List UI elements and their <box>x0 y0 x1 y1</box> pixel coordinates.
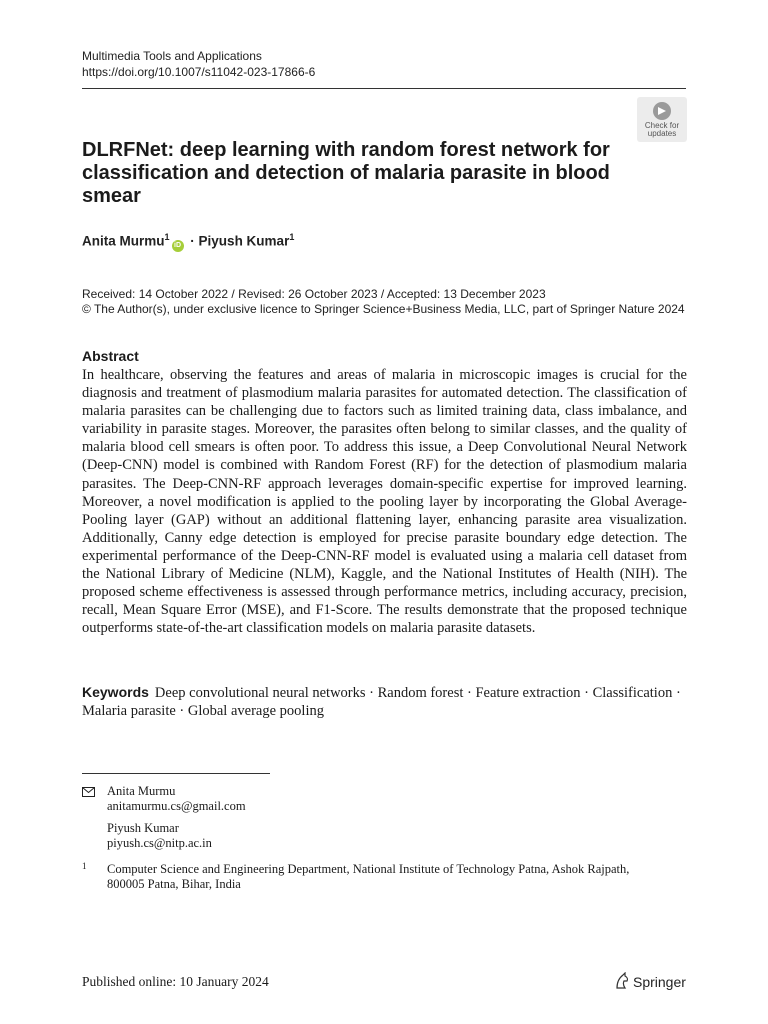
author-2[interactable]: Piyush Kumar <box>198 233 290 249</box>
contact-1 <box>107 784 246 814</box>
journal-name: Multimedia Tools and Applications <box>82 49 262 63</box>
badge-line1: Check for <box>644 121 680 130</box>
check-updates-icon <box>650 101 674 121</box>
springer-horse-icon <box>614 972 630 990</box>
publisher-name: Springer <box>633 974 686 990</box>
paper-title: DLRFNet: deep learning with random forest network for classification and detection of malaria parasite in blood smear <box>82 139 610 207</box>
journal-header <box>82 48 315 80</box>
keywords-text: Deep convolutional neural networks · Random forest · Feature extraction · Classification · Malaria parasite · Global average pooling <box>82 685 681 720</box>
badge-line2: updates <box>647 129 677 138</box>
keywords-label: Keywords <box>82 684 149 700</box>
article-history <box>82 287 685 317</box>
contact-1-email[interactable]: anitamurmu.cs@gmail.com <box>107 799 246 813</box>
doi-link[interactable]: https://doi.org/10.1007/s11042-023-17866-6 <box>82 65 316 79</box>
published-date: Published online: 10 January 2024 <box>82 974 269 989</box>
copyright-line: © The Author(s), under exclusive licence to Springer Science+Business Media, LLC, part of Springer Nature 2024 <box>82 302 685 316</box>
author-1-affiliation: 1 <box>164 232 170 242</box>
footnote-divider <box>82 773 270 774</box>
contact-2-email[interactable]: piyush.cs@nitp.ac.in <box>107 836 212 850</box>
history-dates: Received: 14 October 2022 / Revised: 26 October 2023 / Accepted: 13 December 2023 <box>82 287 546 301</box>
author-2-affiliation: 1 <box>289 232 295 242</box>
author-1[interactable]: Anita Murmu <box>82 233 165 249</box>
envelope-icon <box>82 787 95 797</box>
affiliation-text: Computer Science and Engineering Department, National Institute of Technology Patna, Ashok Rajpath, 800005 Patna, Bihar, India <box>107 862 630 891</box>
author-separator: · <box>190 233 195 249</box>
affiliation-number: 1 <box>82 861 87 871</box>
contact-1-name: Anita Murmu <box>107 784 176 798</box>
check-for-updates-badge[interactable] <box>637 97 687 142</box>
contact-2-name: Piyush Kumar <box>107 821 179 835</box>
orcid-icon[interactable]: iD <box>172 240 184 252</box>
springer-logo <box>614 972 686 990</box>
contact-2 <box>107 821 212 851</box>
header-divider <box>82 88 686 89</box>
abstract-heading: Abstract <box>82 348 139 364</box>
author-list <box>82 232 294 252</box>
keywords-section <box>82 683 687 720</box>
abstract-text: In healthcare, observing the features and areas of malaria in microscopic images is crucial for the diagnosis and treatment of plasmodium malaria parasites for automated detection. The classification of malaria parasites can be challenging due to factors such as limited training data, class imbalance, and variability in parasite stages. Moreover, the parasites often belong to similar classes, and the quality of malaria blood cell smears is often poor. To address this issue, a Deep Convolutional Neural Network (Deep-CNN) model is combined with Random Forest (RF) for the detection of plasmodium malaria parasites. The Deep-CNN-RF approach leverages domain-specific expertise for improved learning. Moreover, a novel modification is applied to the pooling layer by incorporating the Global Average-Pooling layer (GAP) without an additional flattening layer, enhancing parasite area visualization. Additionally, Canny edge detection is employed for precise parasite boundary edge detection. The experimental performance of the Deep-CNN-RF model is evaluated using a malaria cell dataset from the National Library of Medicine (NLM), Kaggle, and the National Institutes of Health (NIH). The proposed scheme effectiveness is assessed through performance metrics, including accuracy, precision, recall, Mean Square Error (MSE), and F1-Score. The results demonstrate that the proposed technique outperforms state-of-the-art classification models on malaria parasite datasets. <box>82 367 687 637</box>
